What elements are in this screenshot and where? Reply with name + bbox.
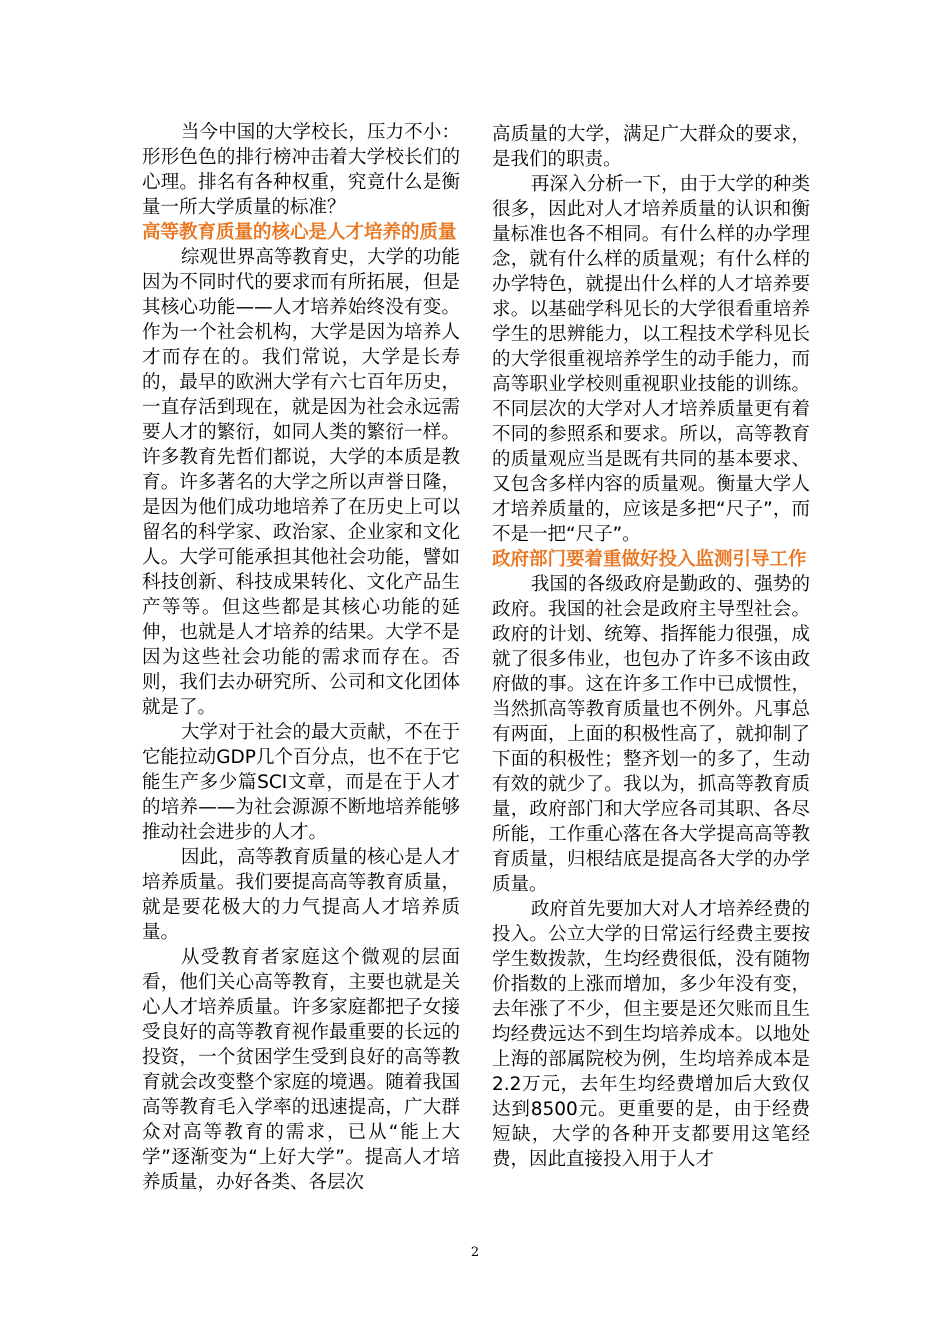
right-column bbox=[492, 122, 810, 1172]
section-heading-talent-quality: 高等教育质量的核心是人才培养的质量 bbox=[142, 222, 457, 243]
paragraph-continued: 高质量的大学，满足广大群众的要求，是我们的职责。 bbox=[492, 124, 810, 170]
paragraph-funding: 政府首先要加大对人才培养经费的投入。公立大学的日常运行经费主要按学生数拨款，生均经费很低，没有随物价指数的上涨而增加，多少年没有变，去年涨了不少，但主要是还欠账而且生均经费远达不到生均培养成本。以地处上海的部属院校为例，生均培养成本是2.2万元，去年生均经费增加后大致仅达到8500元。更重要的是，由于经费短缺，大学的各种开支都要用这笔经费，因此直接投入用于人才 bbox=[492, 899, 810, 1170]
paragraph-quality-standards: 再深入分析一下，由于大学的种类很多，因此对人才培养质量的认识和衡量标准也各不相同。有什么样的办学理念，就有什么样的质量观；有什么样的办学特色，就提出什么样的人才培养要求。以基础学科见长的大学很看重培养学生的思辨能力，以工程技术学科见长的大学很重视培养学生的动手能力，而高等职业学校则重视职业技能的训练。不同层次的大学对人才培养质量更有着不同的参照系和要求。所以，高等教育的质量观应当是既有共同的基本要求、又包含多样内容的质量观。衡量大学人才培养质量的，应该是多把“尺子”，而不是一把“尺子”。 bbox=[492, 174, 810, 545]
section-heading-government-role: 政府部门要着重做好投入监测引导工作 bbox=[492, 549, 807, 570]
left-column bbox=[142, 120, 460, 1195]
paragraph-family-view: 从受教育者家庭这个微观的层面看，他们关心高等教育，主要也就是关心人才培养质量。许多家庭都把子女接受良好的高等教育视作最重要的长远的投资，一个贫困学生受到良好的高等教育就会改变整个家庭的境遇。随着我国高等教育毛入学率的迅速提高，广大群众对高等教育的需求，已从“能上大学”逐渐变为“上好大学”。提高人才培养质量，办好各类、各层次 bbox=[142, 947, 460, 1193]
paragraph-core-function: 综观世界高等教育史，大学的功能因为不同时代的要求而有所拓展，但是其核心功能——人才培养始终没有变。作为一个社会机构，大学是因为培养人才而存在的。我们常说，大学是长寿的，最早的欧洲大学有六七百年历史，一直存活到现在，就是因为社会永远需要人才的繁衍，如同人类的繁衍一样。许多教育先哲们都说，大学的本质是教育。许多著名的大学之所以声誉日隆，是因为他们成功地培养了在历史上可以留名的科学家、政治家、企业家和文化人。大学可能承担其他社会功能，譬如科技创新、科技成果转化、文化产品生产等等。但这些都是其核心功能的延伸，也就是人才培养的结果。大学不是因为这些社会功能的需求而存在。否则，我们去办研究所、公司和文化团体就是了。 bbox=[142, 247, 460, 718]
paragraph-government: 我国的各级政府是勤政的、强势的政府。我国的社会是政府主导型社会。政府的计划、统筹、指挥能力很强，成就了很多伟业，也包办了许多不该由政府做的事。这在许多工作中已成惯性，当然抓高等教育质量也不例外。凡事总有两面，上面的积极性高了，就抑制了下面的积极性；整齐划一的多了，生动有效的就少了。我以为，抓高等教育质量，政府部门和大学应各司其职、各尽所能，工作重心落在各大学提高高等教育质量，归根结底是提高各大学的办学质量。 bbox=[492, 574, 810, 895]
paragraph-intro: 当今中国的大学校长，压力不小：形形色色的排行榜冲击着大学校长们的心理。排名有各种权重，究竟什么是衡量一所大学质量的标准？ bbox=[142, 122, 460, 218]
paragraph-therefore: 因此，高等教育质量的核心是人才培养质量。我们要提高高等教育质量，就是要花极大的力气提高人才培养质量。 bbox=[142, 847, 460, 943]
page-number: 2 bbox=[470, 1245, 480, 1260]
paragraph-contribution: 大学对于社会的最大贡献，不在于它能拉动GDP几个百分点，也不在于它能生产多少篇SCI文章，而是在于人才的培养——为社会源源不断地培养能够推动社会进步的人才。 bbox=[142, 722, 460, 843]
